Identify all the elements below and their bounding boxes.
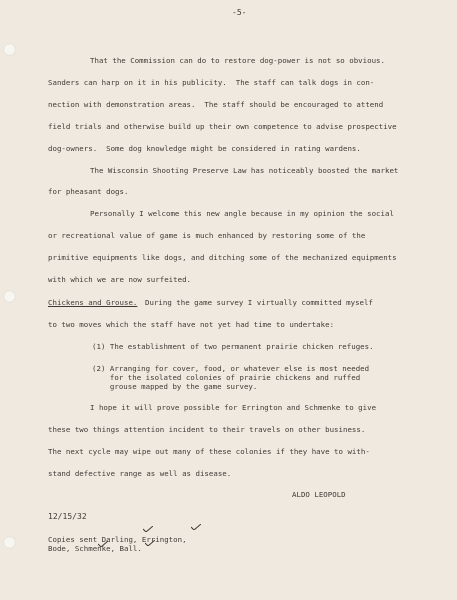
list-item: (1) The establishment of two permanent prairie chicken refuges. bbox=[92, 342, 374, 351]
list-item-continued: for the isolated colonies of prairie chickens and ruffed bbox=[92, 373, 361, 382]
body-line: Sanders can harp on it in his publicity. The staff can talk dogs in con- bbox=[48, 78, 375, 87]
section-heading: Chickens and Grouse. bbox=[48, 298, 138, 307]
body-line: to two moves which the staff have not yet had time to undertake: bbox=[48, 320, 335, 329]
checkmark-icon bbox=[145, 540, 155, 546]
copies-line: Copies sent Darling, Errington, bbox=[48, 535, 187, 544]
punch-hole-top bbox=[3, 43, 16, 56]
body-line: stand defective range as well as disease. bbox=[48, 469, 232, 478]
checkmark-icon bbox=[98, 541, 108, 547]
body-line: primitive equipments like dogs, and ditching some of the mechanized equipments bbox=[48, 253, 397, 262]
body-line: Personally I welcome this new angle because in my opinion the social bbox=[90, 209, 394, 218]
body-line: I hope it will prove possible for Errington and Schmenke to give bbox=[90, 403, 377, 412]
body-line: The Wisconsin Shooting Preserve Law has noticeably boosted the market bbox=[90, 166, 399, 175]
body-line: nection with demonstration areas. The staff should be encouraged to attend bbox=[48, 100, 384, 109]
punch-hole-middle bbox=[3, 290, 16, 303]
punch-hole-bottom bbox=[3, 536, 16, 549]
body-line: for pheasant dogs. bbox=[48, 187, 129, 196]
list-item-continued: grouse mapped by the game survey. bbox=[92, 382, 258, 391]
body-line: That the Commission can do to restore dog-power is not so obvious. bbox=[90, 56, 385, 65]
checkmark-icon bbox=[191, 524, 201, 530]
body-line: these two things attention incident to their travels on other business. bbox=[48, 425, 366, 434]
body-line: During the game survey I virtually committed myself bbox=[145, 298, 373, 307]
body-line: dog-owners. Some dog knowledge might be considered in rating wardens. bbox=[48, 144, 361, 153]
body-line: The next cycle may wipe out many of these colonies if they have to with- bbox=[48, 447, 370, 456]
body-line: field trials and otherwise build up their own competence to advise prospective bbox=[48, 122, 397, 131]
signature: ALDO LEOPOLD bbox=[292, 490, 346, 499]
date: 12/15/32 bbox=[48, 512, 87, 521]
page-number: -5- bbox=[232, 8, 247, 17]
body-line: with which we are now surfeited. bbox=[48, 275, 192, 284]
list-item: (2) Arranging for cover, food, or whatever else is most needed bbox=[92, 364, 370, 373]
body-line: or recreational value of game is much enhanced by restoring some of the bbox=[48, 231, 366, 240]
copies-line: Bode, Schmenke, Ball. bbox=[48, 544, 142, 553]
checkmark-icon bbox=[143, 526, 153, 532]
